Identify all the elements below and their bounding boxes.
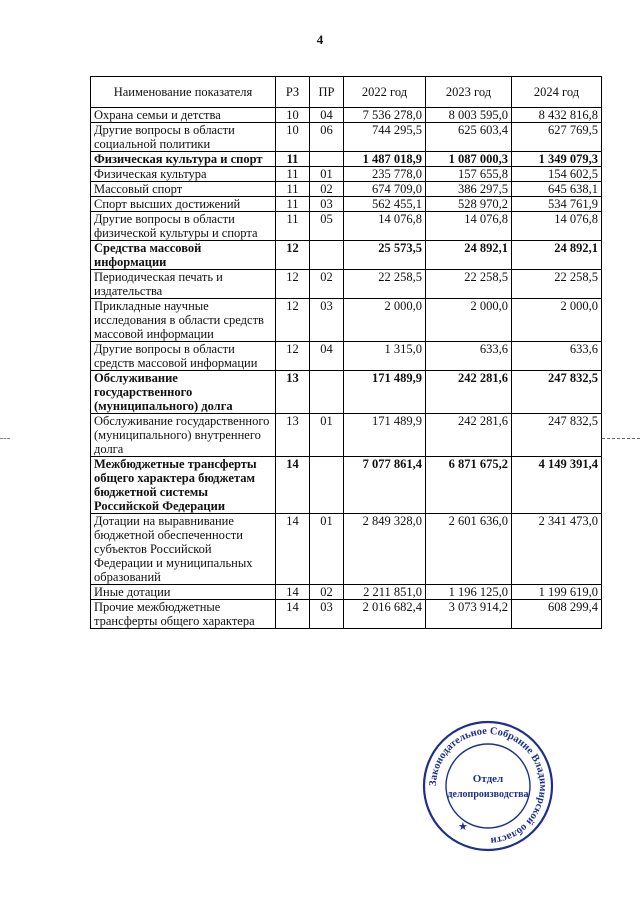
cell-2022: 2 849 328,0 [344, 514, 426, 585]
cell-2024: 2 000,0 [512, 299, 602, 342]
cell-2022: 7 536 278,0 [344, 108, 426, 123]
stamp-ring-text: Законодательное Собрание Владимирской области [427, 725, 549, 846]
table-row [91, 270, 602, 299]
cell-2022: 2 016 682,4 [344, 600, 426, 629]
stamp-inner-ring [446, 744, 530, 828]
cell-rz: 14 [276, 514, 310, 585]
table-header-row [91, 77, 602, 108]
cell-rz: 14 [276, 600, 310, 629]
cell-rz: 13 [276, 414, 310, 457]
cell-2022: 1 487 018,9 [344, 152, 426, 167]
cell-2023: 3 073 914,2 [426, 600, 512, 629]
cell-rz: 11 [276, 212, 310, 241]
cell-2023: 1 196 125,0 [426, 585, 512, 600]
cell-2023: 386 297,5 [426, 182, 512, 197]
cell-pr: 04 [310, 342, 344, 371]
cell-rz: 14 [276, 585, 310, 600]
table-row [91, 108, 602, 123]
cell-pr: 02 [310, 270, 344, 299]
cell-name: Другие вопросы в области физической культуры и спорта [91, 212, 276, 241]
cell-rz: 12 [276, 299, 310, 342]
header-name: Наименование показателя [91, 77, 276, 108]
table-row [91, 457, 602, 514]
cell-pr: 02 [310, 182, 344, 197]
cell-rz: 10 [276, 108, 310, 123]
cell-2023: 528 970,2 [426, 197, 512, 212]
cell-2024: 1 199 619,0 [512, 585, 602, 600]
cell-name: Другие вопросы в области социальной политики [91, 123, 276, 152]
table-row [91, 182, 602, 197]
cell-pr: 05 [310, 212, 344, 241]
cell-name: Средства массовой информации [91, 241, 276, 270]
cell-2022: 744 295,5 [344, 123, 426, 152]
cell-2024: 247 832,5 [512, 371, 602, 414]
table-body [91, 108, 602, 629]
table-row [91, 167, 602, 182]
budget-table [90, 76, 602, 629]
cell-2022: 25 573,5 [344, 241, 426, 270]
cell-pr [310, 371, 344, 414]
cell-rz: 14 [276, 457, 310, 514]
cell-2023: 157 655,8 [426, 167, 512, 182]
header-2024: 2024 год [512, 77, 602, 108]
table-row [91, 371, 602, 414]
cell-name: Спорт высших достижений [91, 197, 276, 212]
cell-name: Другие вопросы в области средств массовой информации [91, 342, 276, 371]
cell-pr: 02 [310, 585, 344, 600]
cell-2022: 562 455,1 [344, 197, 426, 212]
cell-name: Физическая культура и спорт [91, 152, 276, 167]
table-row [91, 241, 602, 270]
cell-2023: 2 000,0 [426, 299, 512, 342]
cell-2023: 8 003 595,0 [426, 108, 512, 123]
cell-2023: 24 892,1 [426, 241, 512, 270]
cell-pr: 01 [310, 167, 344, 182]
cell-2024: 4 149 391,4 [512, 457, 602, 514]
cell-2024: 608 299,4 [512, 600, 602, 629]
cell-2024: 627 769,5 [512, 123, 602, 152]
table-row [91, 600, 602, 629]
cell-name: Обслуживание государственного (муниципального) долга [91, 371, 276, 414]
table-row [91, 123, 602, 152]
fold-mark-left [0, 438, 10, 439]
table-row [91, 342, 602, 371]
cell-2024: 247 832,5 [512, 414, 602, 457]
cell-rz: 12 [276, 342, 310, 371]
cell-2022: 674 709,0 [344, 182, 426, 197]
stamp-center-line-2: делопроизводства [447, 789, 529, 800]
cell-2024: 2 341 473,0 [512, 514, 602, 585]
cell-rz: 11 [276, 197, 310, 212]
cell-name: Массовый спорт [91, 182, 276, 197]
cell-2024: 154 602,5 [512, 167, 602, 182]
table-row [91, 514, 602, 585]
cell-pr [310, 241, 344, 270]
table-row [91, 585, 602, 600]
cell-name: Иные дотации [91, 585, 276, 600]
cell-2022: 7 077 861,4 [344, 457, 426, 514]
cell-pr [310, 457, 344, 514]
cell-2023: 633,6 [426, 342, 512, 371]
header-2022: 2022 год [344, 77, 426, 108]
cell-2024: 633,6 [512, 342, 602, 371]
cell-2024: 24 892,1 [512, 241, 602, 270]
cell-pr: 01 [310, 414, 344, 457]
stamp-star-icon: ★ [458, 821, 468, 833]
cell-rz: 12 [276, 241, 310, 270]
seal-stamp [420, 718, 556, 854]
cell-2022: 2 211 851,0 [344, 585, 426, 600]
stamp-outer-ring [424, 722, 552, 850]
cell-pr: 06 [310, 123, 344, 152]
table-row [91, 212, 602, 241]
page-number: 4 [316, 32, 324, 47]
cell-2023: 14 076,8 [426, 212, 512, 241]
cell-pr: 03 [310, 197, 344, 212]
cell-rz: 11 [276, 152, 310, 167]
cell-rz: 13 [276, 371, 310, 414]
cell-rz: 12 [276, 270, 310, 299]
cell-name: Дотации на выравнивание бюджетной обеспеченности субъектов Российской Федерации и муниципальных образований [91, 514, 276, 585]
cell-pr: 04 [310, 108, 344, 123]
stamp-center-line-1: Отдел [472, 773, 504, 785]
cell-2024: 645 638,1 [512, 182, 602, 197]
table-row [91, 197, 602, 212]
header-pr: ПР [310, 77, 344, 108]
cell-2023: 625 603,4 [426, 123, 512, 152]
cell-2024: 14 076,8 [512, 212, 602, 241]
cell-2022: 2 000,0 [344, 299, 426, 342]
cell-pr [310, 152, 344, 167]
cell-name: Физическая культура [91, 167, 276, 182]
table-row [91, 414, 602, 457]
cell-2023: 6 871 675,2 [426, 457, 512, 514]
cell-2023: 242 281,6 [426, 371, 512, 414]
cell-pr: 03 [310, 299, 344, 342]
header-2023: 2023 год [426, 77, 512, 108]
cell-rz: 10 [276, 123, 310, 152]
cell-2024: 534 761,9 [512, 197, 602, 212]
cell-2023: 242 281,6 [426, 414, 512, 457]
header-rz: РЗ [276, 77, 310, 108]
cell-pr: 03 [310, 600, 344, 629]
cell-2022: 22 258,5 [344, 270, 426, 299]
cell-2024: 22 258,5 [512, 270, 602, 299]
cell-name: Межбюджетные трансферты общего характера бюджетам бюджетной системы Российской Федерации [91, 457, 276, 514]
cell-pr: 01 [310, 514, 344, 585]
cell-2022: 235 778,0 [344, 167, 426, 182]
table-row [91, 299, 602, 342]
cell-2024: 8 432 816,8 [512, 108, 602, 123]
fold-mark [602, 438, 640, 439]
cell-name: Охрана семьи и детства [91, 108, 276, 123]
cell-2023: 22 258,5 [426, 270, 512, 299]
cell-name: Прочие межбюджетные трансферты общего характера [91, 600, 276, 629]
cell-rz: 11 [276, 182, 310, 197]
cell-2023: 2 601 636,0 [426, 514, 512, 585]
table-row [91, 152, 602, 167]
cell-2022: 1 315,0 [344, 342, 426, 371]
cell-2023: 1 087 000,3 [426, 152, 512, 167]
cell-name: Прикладные научные исследования в области средств массовой информации [91, 299, 276, 342]
cell-2022: 171 489,9 [344, 371, 426, 414]
cell-name: Обслуживание государственного (муниципального) внутреннего долга [91, 414, 276, 457]
cell-name: Периодическая печать и издательства [91, 270, 276, 299]
cell-rz: 11 [276, 167, 310, 182]
cell-2024: 1 349 079,3 [512, 152, 602, 167]
cell-2022: 171 489,9 [344, 414, 426, 457]
cell-2022: 14 076,8 [344, 212, 426, 241]
